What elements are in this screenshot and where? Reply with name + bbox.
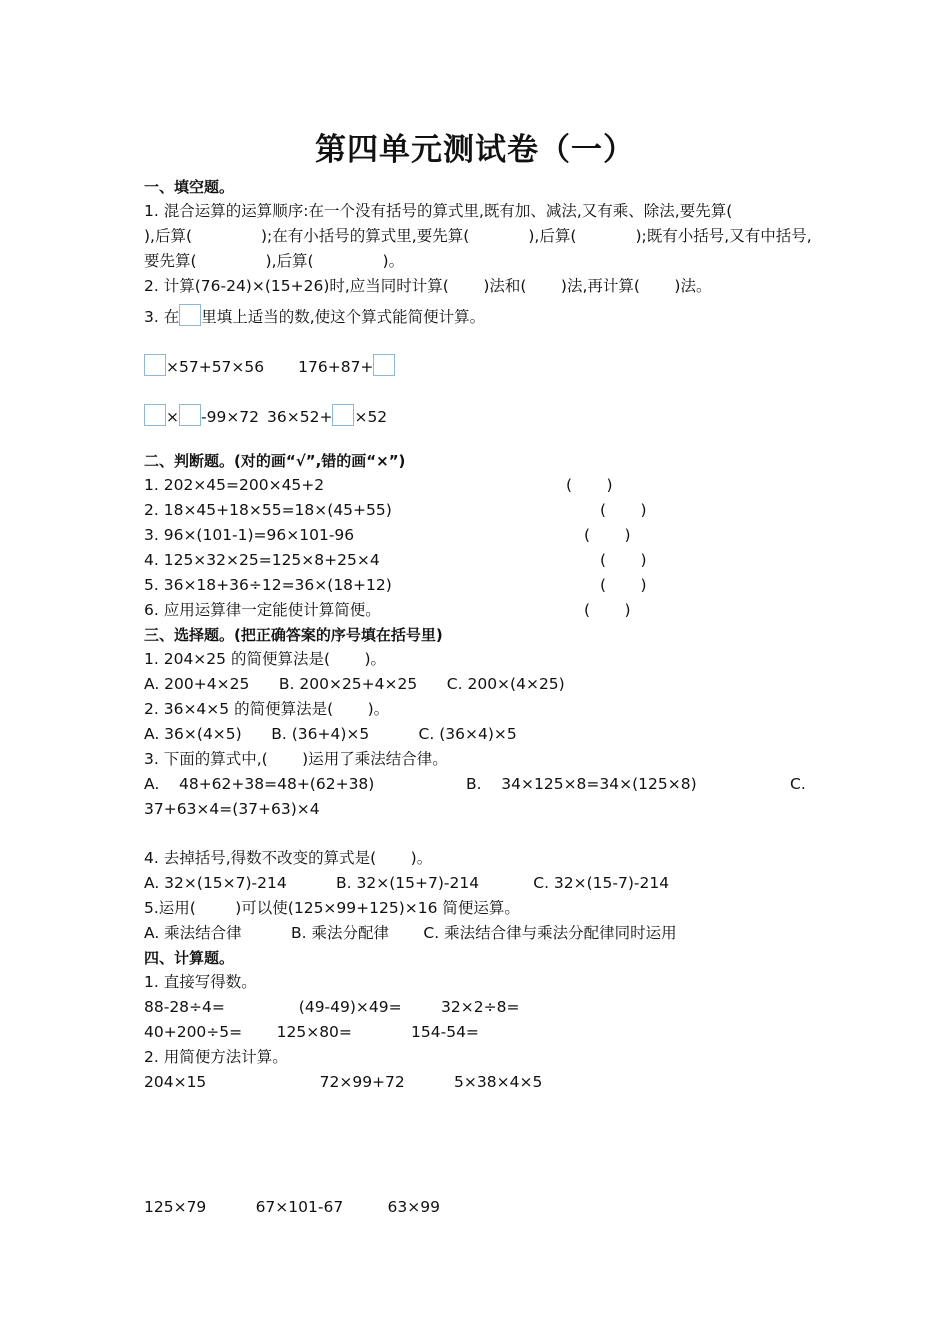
judge-answer-paren[interactable]: ( ) [584, 601, 631, 619]
q3-line [144, 304, 485, 327]
calc-row-3: 204×15 72×99+72 5×38×4×5 [144, 1073, 543, 1091]
q1-line1: 1. 混合运算的运算顺序:在一个没有括号的算式里,既有加、减法,又有乘、除法,要先算( [144, 202, 733, 220]
judge-answer-paren[interactable]: ( ) [584, 526, 631, 544]
judge-item-6: 6. 应用运算律一定能使计算简便。 [144, 601, 381, 619]
judge-answer-paren[interactable]: ( ) [600, 501, 647, 519]
section-heading-true-false: 二、判断题。(对的画“√”,错的画“×”) [144, 452, 406, 470]
choice-q2-options: A. 36×(4×5) B. (36+4)×5 C. (36×4)×5 [144, 725, 517, 743]
judge-item-4: 4. 125×32×25=125×8+25×4 [144, 551, 380, 569]
exercise-row-1 [144, 354, 395, 377]
answer-box[interactable] [373, 354, 395, 376]
calc-row-4: 125×79 67×101-67 63×99 [144, 1198, 440, 1216]
choice-q2: 2. 36×4×5 的简便算法是( )。 [144, 700, 390, 718]
answer-box[interactable] [179, 404, 201, 426]
q3-suffix: 里填上适当的数,使这个算式能简便计算。 [201, 308, 486, 326]
expr-2d: ×52 [354, 408, 388, 426]
choice-q3-option-c-label: C. [790, 775, 806, 793]
section-heading-fill-blanks: 一、填空题。 [144, 178, 235, 196]
choice-q1-options: A. 200+4×25 B. 200×25+4×25 C. 200×(4×25) [144, 675, 565, 693]
judge-item-5: 5. 36×18+36÷12=36×(18+12) [144, 576, 392, 594]
expr-2a: × [166, 408, 179, 426]
expr-2c: 36×52+ [267, 408, 333, 426]
choice-q3-option-c: 37+63×4=(37+63)×4 [144, 800, 320, 818]
choice-q5: 5.运用( )可以使(125×99+125)×16 简便运算。 [144, 899, 520, 917]
choice-q4: 4. 去掉括号,得数不改变的算式是( )。 [144, 849, 433, 867]
answer-box[interactable] [144, 404, 166, 426]
choice-q3-option-a: A. 48+62+38=48+(62+38) [144, 775, 375, 793]
judge-item-1: 1. 202×45=200×45+2 [144, 476, 325, 494]
calc-row-2: 40+200÷5= 125×80= 154-54= [144, 1023, 479, 1041]
choice-q5-options: A. 乘法结合律 B. 乘法分配律 C. 乘法结合律与乘法分配律同时运用 [144, 924, 677, 942]
answer-box[interactable] [332, 404, 354, 426]
expr-1b: 176+87+ [298, 358, 374, 376]
section-heading-calculation: 四、计算题。 [144, 949, 235, 967]
choice-q3: 3. 下面的算式中,( )运用了乘法结合律。 [144, 750, 448, 768]
choice-q3-option-b: B. 34×125×8=34×(125×8) [466, 775, 697, 793]
calc-q1: 1. 直接写得数。 [144, 973, 257, 991]
page-title: 第四单元测试卷（一） [315, 132, 635, 168]
answer-box[interactable] [144, 354, 166, 376]
q1-line2: ),后算( );在有小括号的算式里,要先算( ),后算( );既有小括号,又有中括号, [144, 227, 812, 245]
judge-item-3: 3. 96×(101-1)=96×101-96 [144, 526, 355, 544]
judge-answer-paren[interactable]: ( ) [600, 551, 647, 569]
calc-q2: 2. 用简便方法计算。 [144, 1048, 288, 1066]
q1-line3: 要先算( ),后算( )。 [144, 252, 405, 270]
answer-box[interactable] [179, 304, 201, 326]
section-heading-multiple-choice: 三、选择题。(把正确答案的序号填在括号里) [144, 626, 443, 644]
exercise-row-2 [144, 404, 387, 427]
choice-q1: 1. 204×25 的简便算法是( )。 [144, 650, 387, 668]
q2-line: 2. 计算(76-24)×(15+26)时,应当同时计算( )法和( )法,再计算( )法。 [144, 277, 712, 295]
choice-q4-options: A. 32×(15×7)-214 B. 32×(15+7)-214 C. 32×(15-7)-214 [144, 874, 670, 892]
q3-prefix: 3. 在 [144, 308, 180, 326]
judge-answer-paren[interactable]: ( ) [600, 576, 647, 594]
judge-answer-paren[interactable]: ( ) [566, 476, 613, 494]
calc-row-1: 88-28÷4= (49-49)×49= 32×2÷8= [144, 998, 520, 1016]
expr-1a: ×57+57×56 [166, 358, 265, 376]
expr-2b: -99×72 [201, 408, 260, 426]
judge-item-2: 2. 18×45+18×55=18×(45+55) [144, 501, 392, 519]
